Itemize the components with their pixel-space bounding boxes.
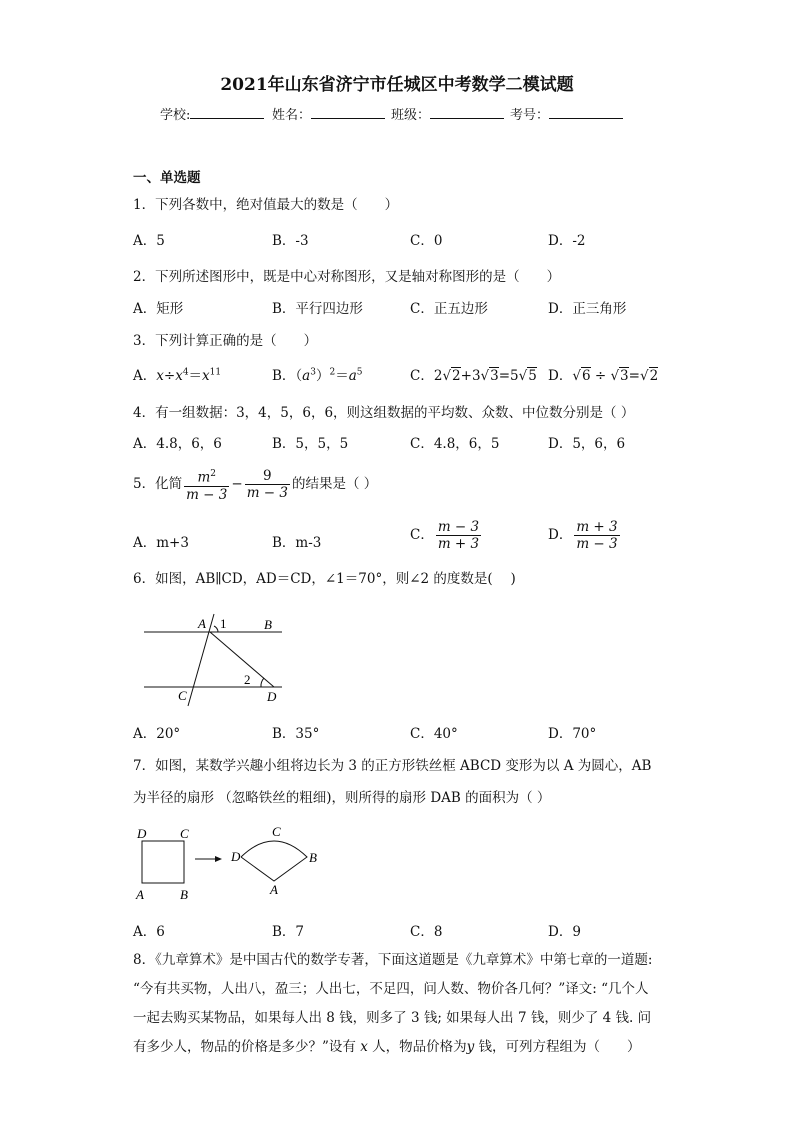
q5-option-c: C． $\frac{m - 3}{m + 3}$ [410, 519, 480, 552]
section-heading: 一、单选题 [133, 170, 201, 186]
sqrt-icon: √ [518, 368, 528, 384]
square-label-a: A [136, 887, 144, 902]
fraction-2: $\frac{9}{m - 3}$ [246, 467, 288, 501]
sqrt-icon: √ [639, 368, 649, 384]
q2-option-d: D．正三角形 [548, 301, 627, 317]
q3-option-a: A．$x\div x^4=x^{11}$ [133, 367, 222, 384]
q2-option-b: B．平行四边形 [272, 301, 363, 317]
label-a: A [198, 616, 206, 631]
question-7-line-1: 7．如图，某数学兴趣小组将边长为 3 的正方形铁丝框 ABCD 变形为以 A 为圆心，AB [133, 758, 652, 774]
q4-option-d: D．5，6，6 [548, 436, 626, 452]
q7-option-c: C．8 [410, 924, 443, 940]
segment-ad [210, 632, 274, 687]
label-2: 2 [244, 672, 251, 687]
info-exam-no: 考号： [510, 104, 623, 123]
sector-dab [241, 841, 307, 881]
sqrt-icon: √ [442, 368, 452, 384]
question-2-stem: 2．下列所述图形中，既是中心对称图形，又是轴对称图形的是（ ） [133, 269, 561, 285]
sqrt-icon: √ [572, 368, 581, 384]
question-8: 8．《九章算术》是中国古代的数学专著，下面这道题是《九章算术》中第七章的一道题: “今有共买物，人出八，盈三；人出七，不足四，问人数、物价各几何？”译文: “几个人一起去购买某物品，如果每人出 8 钱，则多了 3 钱; 如果每人出 7 钱，则少了 4 钱. 问有多少人，物品的价格是多少？”设有 x 人，物品价格为y 钱，可列方程组为（ ） [133, 952, 653, 1055]
q1-option-c: C．0 [410, 233, 443, 249]
q5-option-a: A．m+3 [133, 535, 189, 551]
q6-option-b: B．35° [272, 726, 320, 742]
q3-option-b: B．$(a^3)^2=a^5$ [272, 367, 363, 384]
sector-label-b: B [309, 850, 317, 865]
school-blank [190, 104, 264, 119]
question-4-stem: 4．有一组数据：3，4，5，6，6，则这组数据的平均数、众数、中位数分别是（ ） [133, 405, 635, 421]
label-c: C [178, 688, 187, 703]
q4-option-c: C．4.8，6，5 [410, 436, 500, 452]
question-5-stem: 5．化简 $\frac{m^2}{m - 3}$ − $\frac{9}{m - 3}$ 的结果是（ ） [133, 467, 378, 503]
q3-option-c: C．2√2+3√3=5√5 [410, 368, 537, 384]
question-6-stem: 6．如图，AB∥CD，AD＝CD，∠1＝70°，则∠2 的度数是( ) [133, 571, 516, 587]
name-blank [311, 104, 385, 119]
question-1-stem: 1．下列各数中，绝对值最大的数是（ ） [133, 197, 399, 213]
angle-2-arc [261, 678, 264, 687]
sqrt-icon: √ [480, 368, 490, 384]
q1-option-b: B．-3 [272, 233, 309, 249]
square-label-d: D [137, 826, 147, 841]
q5-option-b: B．m-3 [272, 535, 322, 551]
page-title: 2021年山东省济宁市任城区中考数学二模试题 [220, 75, 574, 95]
square-label-c: C [180, 826, 189, 841]
angle-1-arc [214, 626, 218, 632]
q1-option-d: D．-2 [548, 233, 586, 249]
q2-option-a: A．矩形 [133, 301, 184, 317]
q7-option-a: A．6 [133, 924, 165, 940]
q2-option-c: C．正五边形 [410, 301, 488, 317]
q6-option-d: D．70° [548, 726, 597, 742]
q6-figure [138, 608, 288, 708]
label-b: B [264, 617, 272, 632]
q6-option-c: C．40° [410, 726, 458, 742]
label-d: D [267, 689, 277, 704]
sector-label-c: C [272, 824, 281, 839]
info-class: 班级： [391, 104, 504, 123]
sector-label-a: A [270, 882, 278, 897]
info-school: 学校: [160, 104, 264, 123]
square-label-b: B [180, 887, 188, 902]
sector-label-d: D [231, 849, 241, 864]
label-1: 1 [220, 616, 227, 631]
question-3-stem: 3．下列计算正确的是（ ） [133, 333, 318, 349]
exam-no-blank [549, 104, 623, 119]
arrow-head-icon [215, 856, 222, 862]
q4-option-b: B．5，5，5 [272, 436, 349, 452]
q7-figure [133, 822, 333, 904]
q7-option-d: D．9 [548, 924, 581, 940]
q4-option-a: A．4.8，6，6 [133, 436, 222, 452]
q3-option-d: D．√6 ÷ √3=√2 [548, 368, 659, 384]
q1-option-a: A．5 [133, 233, 165, 249]
question-7-line-2: 为半径的扇形 （忽略铁丝的粗细)，则所得的扇形 DAB 的面积为（ ） [133, 790, 551, 806]
q7-option-b: B．7 [272, 924, 305, 940]
square-abcd [142, 841, 184, 883]
class-blank [430, 104, 504, 119]
sqrt-icon: √ [610, 368, 620, 384]
q5-option-d: D． $\frac{m + 3}{m - 3}$ [548, 519, 618, 552]
q6-option-a: A．20° [133, 726, 181, 742]
info-name: 姓名： [272, 104, 385, 123]
fraction-1: $\frac{m^2}{m - 3}$ [184, 466, 229, 503]
